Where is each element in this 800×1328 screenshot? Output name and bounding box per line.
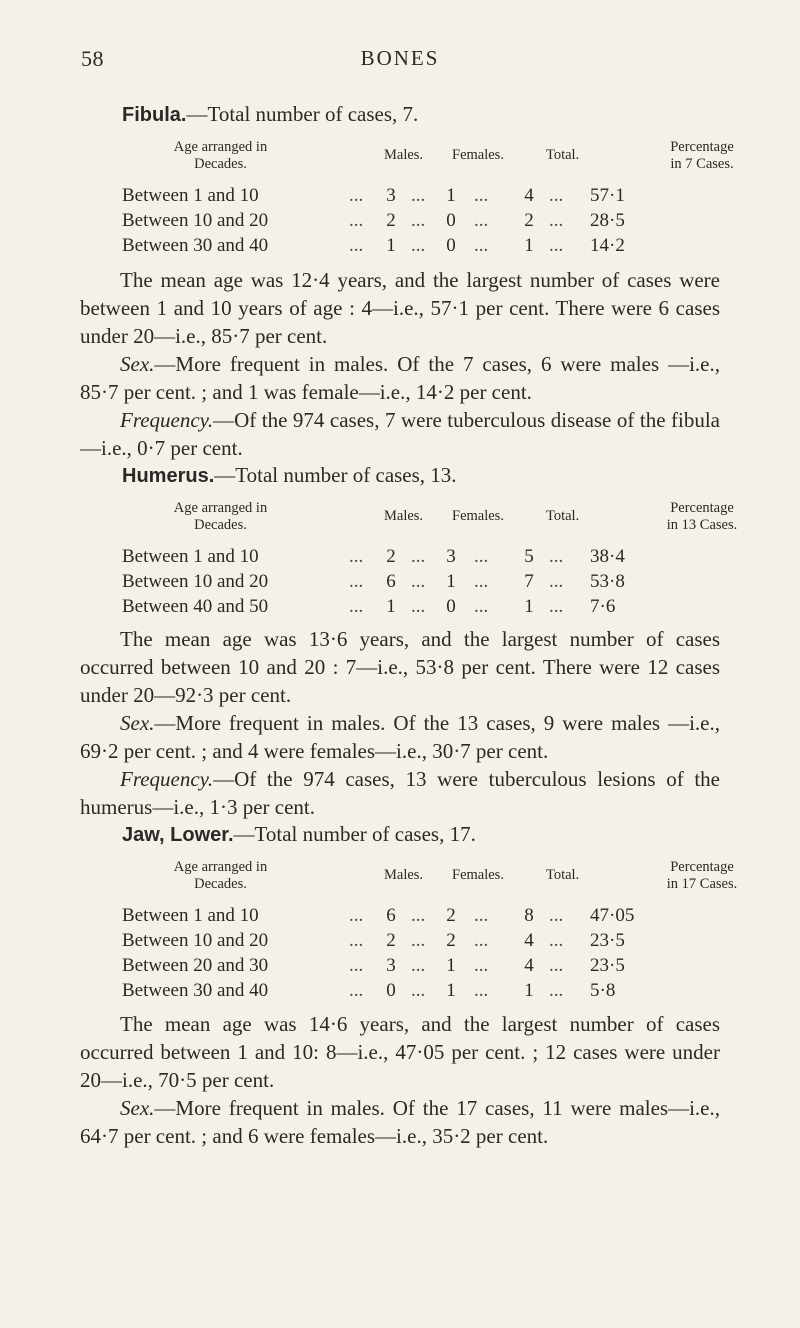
header-males: Males. [384,867,424,883]
section-heading [122,820,800,849]
header-age: Age arranged in Decades. [173,139,268,172]
heading-text: —Total number of cases, 13. [214,463,457,487]
table-row: Between 10 and 20 ... 6 ... 1 ... 7 ... 53·8 [122,571,625,592]
running-head [0,46,800,76]
frequency-paragraph: Frequency.—Of the 974 cases, 13 were tuberculous lesions of the humerus—i.e., 1·3 per cent. [80,767,720,819]
table-row: Between 1 and 10 ... 2 ... 3 ... 5 ... 38·4 [122,546,625,567]
table-row: Between 20 and 30 ... 3 ... 1 ... 4 ... 23·5 [122,955,625,976]
header-males: Males. [384,147,424,163]
section-jaw-lower [122,820,800,1003]
header-percentage: Percentage in 17 Cases. [666,859,738,892]
section-fibula-text [80,266,720,462]
section-heading [122,461,800,490]
table-row: Between 40 and 50 ... 1 ... 0 ... 1 ... 7·6 [122,596,616,617]
header-percentage: Percentage in 7 Cases. [670,139,734,172]
table-row: Between 30 and 40 ... 1 ... 0 ... 1 ... 14·2 [122,235,625,256]
section-fibula [122,100,800,258]
sex-paragraph: Sex.—More frequent in males. Of the 17 cases, 11 were males—i.e., 64·7 per cent. ; and 6 were females—i.e., 35·2 per cent. [80,1096,720,1148]
bone-name: Humerus. [122,465,215,487]
mean-age-paragraph: The mean age was 13·6 years, and the largest number of cases occurred between 10 and 20 : 7—i.e., 53·8 per cent. There were 12 cases under 20—92·3 per cent. [80,627,720,707]
running-title: BONES [360,46,440,70]
header-total: Total. [546,147,580,163]
heading-text: —Total number of cases, 7. [186,102,419,126]
table-row: Between 1 and 10 ... 3 ... 1 ... 4 ... 57·1 [122,185,625,206]
mean-age-paragraph: The mean age was 12·4 years, and the largest number of cases were between 1 and 10 years of age : 4—i.e., 57·1 per cent. There were 6 cases under 20—i.e., 85·7 per cent. [80,268,720,348]
header-females: Females. [452,867,504,883]
heading-text: —Total number of cases, 17. [233,822,476,846]
table-row: Between 10 and 20 ... 2 ... 2 ... 4 ... 23·5 [122,930,625,951]
header-females: Females. [452,508,504,524]
header-total: Total. [546,508,580,524]
header-females: Females. [452,147,504,163]
header-age: Age arranged in Decades. [173,500,268,533]
table-row: Between 10 and 20 ... 2 ... 0 ... 2 ... 28·5 [122,210,625,231]
mean-age-paragraph: The mean age was 14·6 years, and the largest number of cases occurred between 1 and 10: 8—i.e., 47·05 per cent. ; 12 cases were under 20—i.e., 70·5 per cent. [80,1012,720,1092]
table-header [122,500,800,544]
age-table [122,139,800,258]
section-humerus [122,461,800,619]
header-age: Age arranged in Decades. [173,859,268,892]
section-humerus-text [80,625,720,821]
bone-name: Fibula. [122,104,187,126]
bone-name: Jaw, Lower. [122,824,234,846]
age-table [122,859,800,1003]
table-row: Between 1 and 10 ... 6 ... 2 ... 8 ... 47·05 [122,905,635,926]
header-total: Total. [546,867,580,883]
frequency-paragraph: Frequency.—Of the 974 cases, 7 were tuberculous disease of the fibula—i.e., 0·7 per cent. [80,408,720,460]
header-males: Males. [384,508,424,524]
section-jaw-lower-text [80,1010,720,1150]
age-table [122,500,800,619]
section-heading [122,100,800,129]
header-percentage: Percentage in 13 Cases. [666,500,738,533]
sex-paragraph: Sex.—More frequent in males. Of the 7 cases, 6 were males —i.e., 85·7 per cent. ; and 1 was female—i.e., 14·2 per cent. [80,352,720,404]
table-header [122,139,800,183]
table-header [122,859,800,903]
table-row: Between 30 and 40 ... 0 ... 1 ... 1 ... 5·8 [122,980,616,1001]
page-number: 58 [81,46,104,71]
sex-paragraph: Sex.—More frequent in males. Of the 13 cases, 9 were males —i.e., 69·2 per cent. ; and 4 were females—i.e., 30·7 per cent. [80,711,720,763]
